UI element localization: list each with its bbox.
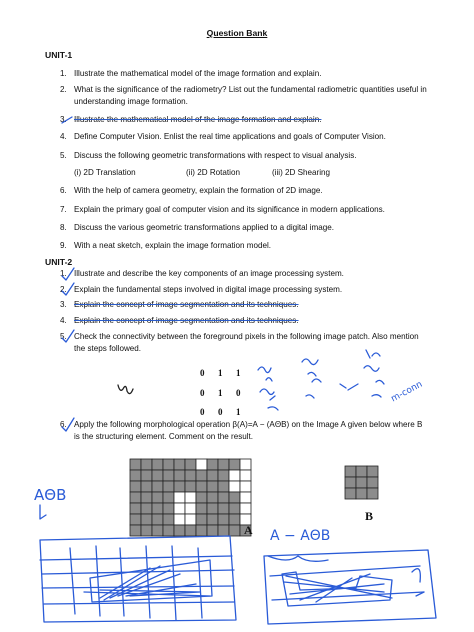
- grid-cell: [196, 525, 207, 536]
- grid-cell: [141, 514, 152, 525]
- grid-cell: [174, 492, 185, 503]
- grid-cell: [185, 525, 196, 536]
- grid-cell: [152, 492, 163, 503]
- grid-cell: [152, 503, 163, 514]
- checkmark-icon: [62, 268, 74, 280]
- grid-cell: [163, 514, 174, 525]
- grid-cell: [174, 481, 185, 492]
- grid-cell: [240, 492, 251, 503]
- grid-cell: [141, 525, 152, 536]
- structuring-element-b-grid: [345, 466, 378, 499]
- unit1-heading: UNIT-1: [45, 50, 73, 60]
- grid-cell: [130, 470, 141, 481]
- grid-cell: [229, 525, 240, 536]
- scribble-mark: [258, 367, 278, 410]
- image-a-label: A: [244, 523, 253, 537]
- sketch-grid: [40, 546, 234, 620]
- grid-cell: [218, 525, 229, 536]
- checkmark-icon: [62, 418, 74, 431]
- grid-cell: [141, 492, 152, 503]
- grid-cell: [174, 525, 185, 536]
- grid-cell: [218, 470, 229, 481]
- grid-cell: [345, 466, 356, 477]
- grid-cell: [229, 492, 240, 503]
- grid-cell: [196, 481, 207, 492]
- structuring-element-b-label: B: [365, 509, 374, 523]
- grid-cell: [185, 481, 196, 492]
- strike-mark: [62, 117, 72, 123]
- matrix-cell: 1: [218, 388, 223, 398]
- handwriting-left: AΘB: [34, 486, 67, 504]
- grid-cell: [130, 459, 141, 470]
- handwriting-right: A − AΘB: [270, 528, 331, 544]
- grid-cell: [196, 459, 207, 470]
- grid-cell: [163, 503, 174, 514]
- grid-cell: [185, 459, 196, 470]
- grid-cell: [152, 459, 163, 470]
- grid-cell: [174, 470, 185, 481]
- scribble-mark: [302, 359, 321, 398]
- handwriting-strokes: [40, 117, 436, 624]
- grid-cell: [229, 514, 240, 525]
- grid-cell: [163, 470, 174, 481]
- grid-cell: [163, 492, 174, 503]
- grid-cell: [185, 492, 196, 503]
- grid-cell: [152, 470, 163, 481]
- grid-cell: [130, 481, 141, 492]
- grid-cell: [196, 470, 207, 481]
- grid-cell: [356, 477, 367, 488]
- grid-cell: [152, 514, 163, 525]
- grid-cell: [163, 525, 174, 536]
- matrix-cell: 0: [200, 407, 205, 417]
- grid-cell: [185, 470, 196, 481]
- unit2-heading: UNIT-2: [45, 257, 73, 267]
- grid-cell: [240, 459, 251, 470]
- grid-cell: [141, 481, 152, 492]
- grid-cell: [367, 466, 378, 477]
- grid-cell: [218, 459, 229, 470]
- grid-cell: [218, 492, 229, 503]
- matrix-cell: 1: [236, 368, 241, 378]
- grid-cell: [130, 514, 141, 525]
- subitem-translation: (i) 2D Translation: [74, 168, 136, 177]
- matrix-cell: 0: [200, 368, 205, 378]
- grid-cell: [367, 477, 378, 488]
- page-title: Question Bank: [206, 28, 268, 38]
- grid-cell: [218, 503, 229, 514]
- matrix-cell: 0: [200, 388, 205, 398]
- grid-cell: [141, 503, 152, 514]
- grid-cell: [196, 492, 207, 503]
- subitem-rotation: (ii) 2D Rotation: [186, 168, 240, 177]
- grid-cell: [229, 481, 240, 492]
- subitem-shearing: (iii) 2D Shearing: [272, 168, 331, 177]
- scribble-mark: [340, 384, 358, 390]
- grid-cell: [174, 459, 185, 470]
- grid-cell: [196, 503, 207, 514]
- grid-cell: [196, 514, 207, 525]
- grid-cell: [152, 481, 163, 492]
- grid-cell: [367, 488, 378, 499]
- matrix-cell: 0: [236, 388, 241, 398]
- grid-cell: [240, 470, 251, 481]
- grid-cell: [163, 459, 174, 470]
- document-page: Question Bank UNIT-1 1. Illustrate the mathematical model of the image formation and explain. 2. What is the significance of the radiometry? List out the fundamental radiometric quantities useful in understanding image formation. 3. Illustrate the mathematical model of the image formation and explain. 4. Define Computer Vision. Enlist the real time applications and goals of Computer Vision. 5. Discuss the following geometric transformations with respect to visual analysis. (i) 2D Translation (ii) 2D Rotation (iii) 2D Shearing 6. With the help of camera geometry, explain the formation of 2D image. 7. Explain the primary goal of computer vision and its significance in modern applications. 8. Discuss the various geometric transformations applied to a digital image. 9. With a neat sketch, explain the image formation model. UNIT-2 1. Illustrate and describe the key components of an image processing system. 2. Explain the fundamental steps involved in digital image processing system. 3. Explain the concept of image segmentation and its techniques. 4. Explain the concept of image segmentation and its techniques. 5. Check the connectivity between the foreground pixels in the following image patch. Also mention the steps followed. 0 1 1 0 1 0 0 0 1 6. Apply the following morphological operation β(A)=A − (AΘB) on the Image A given below where B is the structuring element. Comment on the result. A B AΘB A − AΘB m-conn: [0, 0, 474, 632]
- image-a-grid: [130, 459, 251, 536]
- grid-cell: [356, 488, 367, 499]
- matrix-cell: 1: [218, 368, 223, 378]
- grid-cell: [174, 514, 185, 525]
- grid-cell: [345, 477, 356, 488]
- checkmark-icon: [62, 330, 74, 342]
- scribble-mark: [364, 350, 384, 397]
- grid-cell: [218, 514, 229, 525]
- grid-cell: [185, 514, 196, 525]
- handwriting-corner: m-conn: [389, 379, 425, 405]
- grid-cell: [207, 503, 218, 514]
- grid-cell: [141, 459, 152, 470]
- grid-cell: [207, 514, 218, 525]
- grid-cell: [130, 503, 141, 514]
- grid-cell: [229, 470, 240, 481]
- checkmark-icon: [62, 283, 74, 295]
- grid-cell: [229, 503, 240, 514]
- grid-cell: [207, 481, 218, 492]
- grid-cell: [229, 459, 240, 470]
- grid-cell: [185, 503, 196, 514]
- arrow-down-icon: [40, 505, 46, 519]
- scribble-mark: [118, 385, 133, 394]
- grid-cell: [174, 503, 185, 514]
- grid-cell: [218, 481, 229, 492]
- grid-cell: [130, 525, 141, 536]
- grid-cell: [152, 525, 163, 536]
- grid-cell: [207, 492, 218, 503]
- grid-cell: [356, 466, 367, 477]
- grid-cell: [240, 503, 251, 514]
- matrix-cell: 1: [236, 407, 241, 417]
- grid-cell: [130, 492, 141, 503]
- grid-cell: [141, 470, 152, 481]
- grid-cell: [207, 470, 218, 481]
- grid-cell: [240, 481, 251, 492]
- grid-cell: [345, 488, 356, 499]
- matrix-cell: 0: [218, 407, 223, 417]
- grid-cell: [207, 459, 218, 470]
- grid-cell: [163, 481, 174, 492]
- grid-cell: [207, 525, 218, 536]
